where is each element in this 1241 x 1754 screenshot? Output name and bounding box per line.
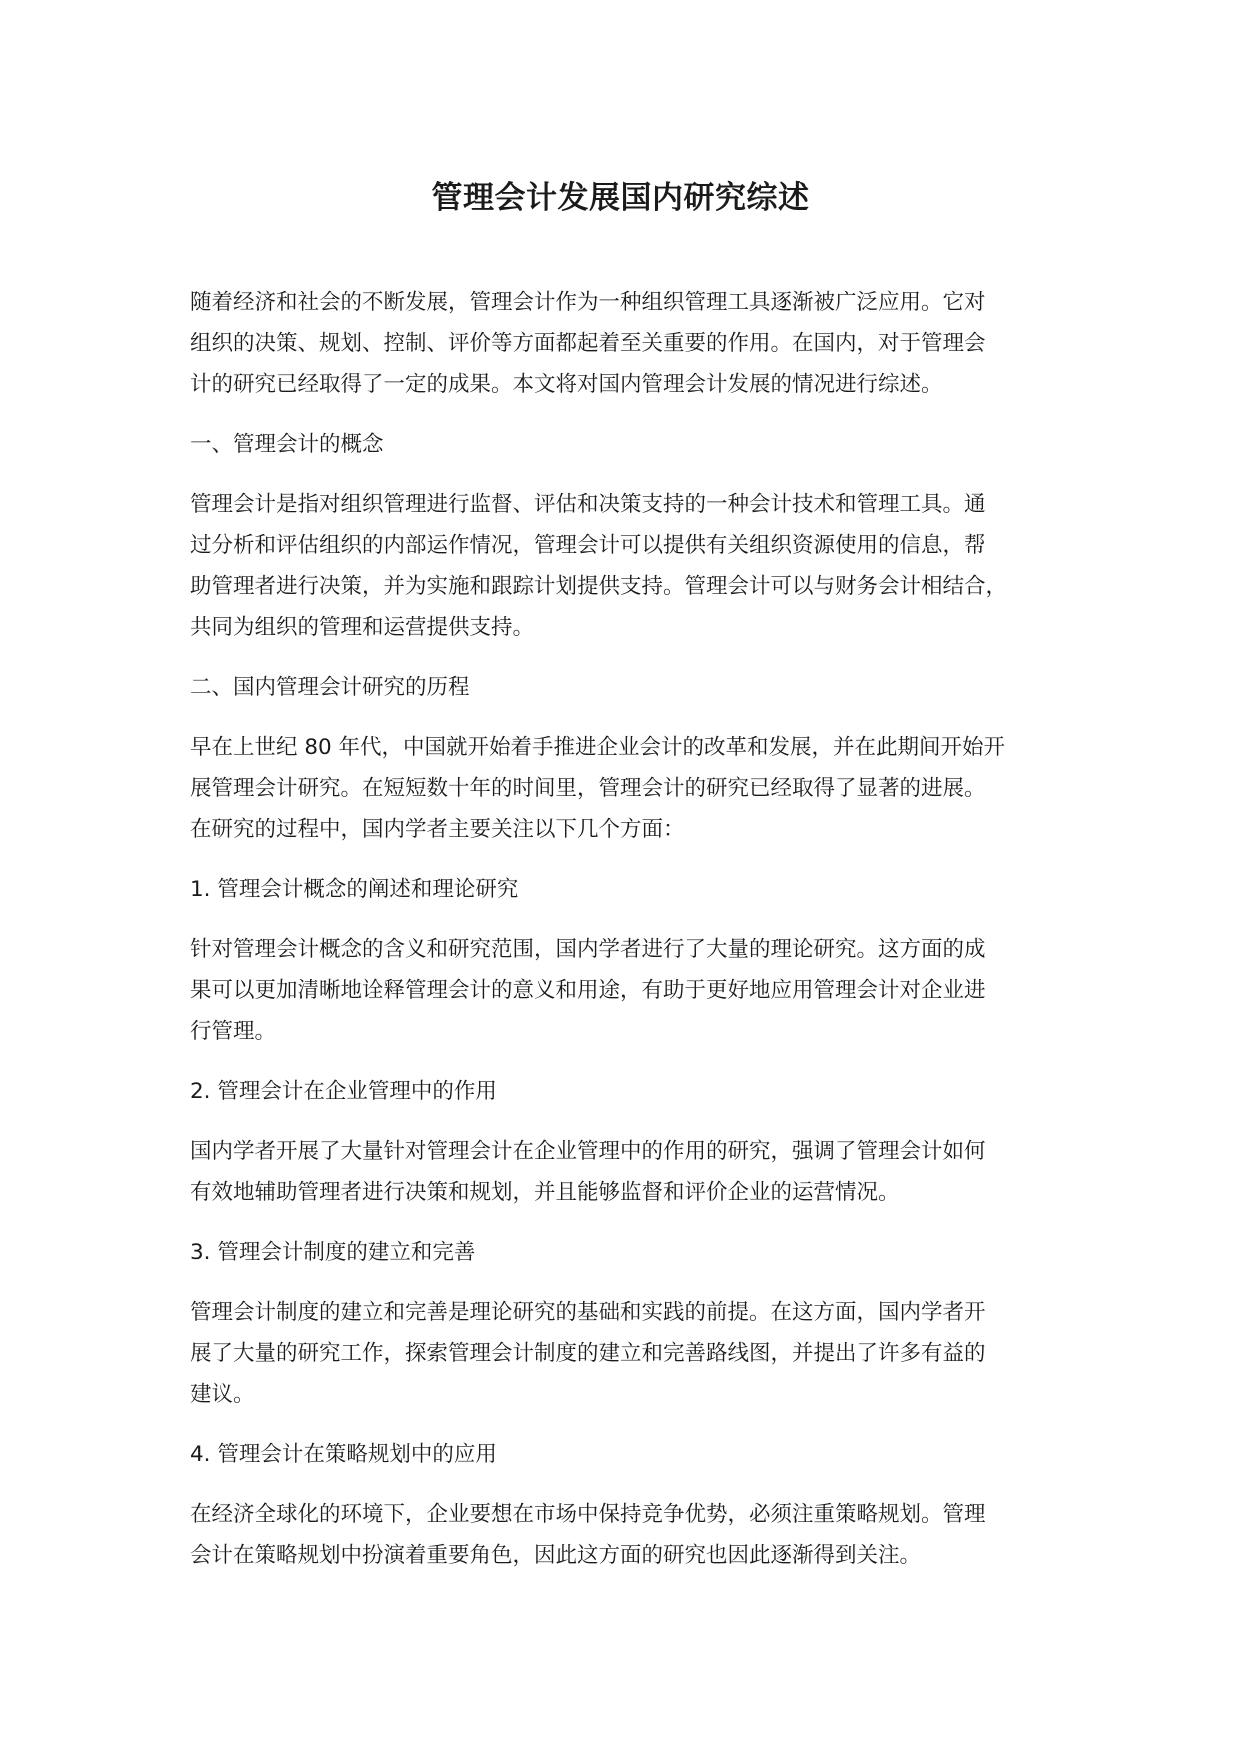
paragraph-line: 早在上世纪 80 年代，中国就开始着手推进企业会计的改革和发展，并在此期间开始开 <box>190 735 1006 760</box>
page-title: 管理会计发展国内研究综述 <box>431 180 810 216</box>
paragraph-line: 有效地辅助管理者进行决策和规划，并且能够监督和评价企业的运营情况。 <box>190 1180 900 1205</box>
paragraph-line: 国内学者开展了大量针对管理会计在企业管理中的作用的研究，强调了管理会计如何 <box>190 1139 986 1164</box>
paragraph-line: 计的研究已经取得了一定的成果。本文将对国内管理会计发展的情况进行综述。 <box>190 372 943 397</box>
item1-paragraph <box>190 929 1075 1052</box>
paragraph-line: 果可以更加清晰地诠释管理会计的意义和用途，有助于更好地应用管理会计对企业进 <box>190 978 986 1003</box>
item3-paragraph <box>190 1292 1075 1415</box>
list-item-heading-4: 4. 管理会计在策略规划中的应用 <box>190 1442 497 1467</box>
section2-paragraph <box>190 727 1075 850</box>
paragraph-line: 在经济全球化的环境下，企业要想在市场中保持竞争优势，必须注重策略规划。管理 <box>190 1502 986 1527</box>
list-item-heading-3: 3. 管理会计制度的建立和完善 <box>190 1240 476 1265</box>
paragraph-line: 行管理。 <box>190 1019 277 1044</box>
item4-paragraph <box>190 1494 1075 1576</box>
paragraph-line: 助管理者进行决策，并为实施和跟踪计划提供支持。管理会计可以与财务会计相结合， <box>190 574 1008 599</box>
section-heading-1: 一、管理会计的概念 <box>190 432 384 457</box>
paragraph-line: 组织的决策、规划、控制、评价等方面都起着至关重要的作用。在国内，对于管理会 <box>190 331 986 356</box>
item2-paragraph <box>190 1131 1075 1213</box>
paragraph-line: 展了大量的研究工作，探索管理会计制度的建立和完善路线图，并提出了许多有益的 <box>190 1341 986 1366</box>
paragraph-line: 针对管理会计概念的含义和研究范围，国内学者进行了大量的理论研究。这方面的成 <box>190 937 986 962</box>
section-heading-2: 二、国内管理会计研究的历程 <box>190 675 470 700</box>
list-item-heading-1: 1. 管理会计概念的阐述和理论研究 <box>190 877 519 902</box>
document-body <box>190 282 1075 1595</box>
intro-paragraph <box>190 282 1075 405</box>
paragraph-line: 管理会计是指对组织管理进行监督、评估和决策支持的一种会计技术和管理工具。通 <box>190 492 986 517</box>
list-item-heading-2: 2. 管理会计在企业管理中的作用 <box>190 1079 497 1104</box>
paragraph-line: 建议。 <box>190 1382 255 1407</box>
paragraph-line: 展管理会计研究。在短短数十年的时间里，管理会计的研究已经取得了显著的进展。 <box>190 776 986 801</box>
paragraph-line: 随着经济和社会的不断发展，管理会计作为一种组织管理工具逐渐被广泛应用。它对 <box>190 290 986 315</box>
paragraph-line: 过分析和评估组织的内部运作情况，管理会计可以提供有关组织资源使用的信息，帮 <box>190 533 986 558</box>
paragraph-line: 共同为组织的管理和运营提供支持。 <box>190 615 535 640</box>
paragraph-line: 会计在策略规划中扮演着重要角色，因此这方面的研究也因此逐渐得到关注。 <box>190 1543 922 1568</box>
section1-paragraph <box>190 484 1075 648</box>
paragraph-line: 在研究的过程中，国内学者主要关注以下几个方面： <box>190 817 685 842</box>
paragraph-line: 管理会计制度的建立和完善是理论研究的基础和实践的前提。在这方面，国内学者开 <box>190 1300 986 1325</box>
